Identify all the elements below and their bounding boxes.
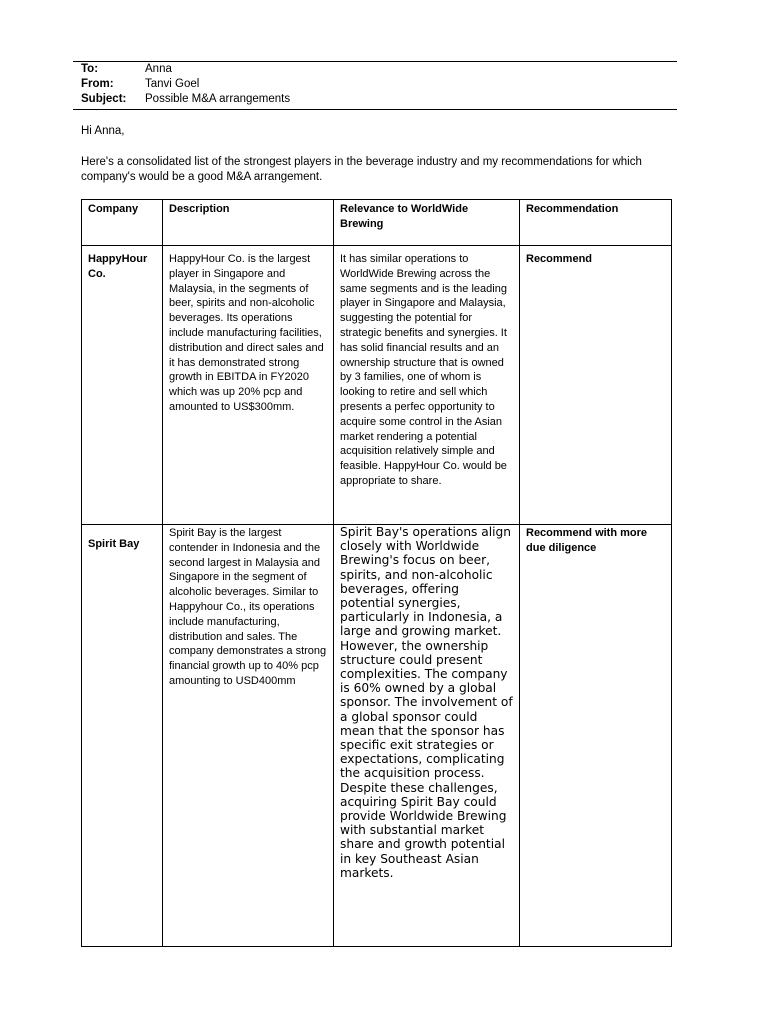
intro-paragraph: Here's a consolidated list of the strongest players in the beverage industry and my recommendations for which company's would be a good M&A arrangement. <box>81 156 642 183</box>
company-cell: Spirit Bay <box>82 525 163 947</box>
memo-subject-row <box>73 92 677 107</box>
description-cell: Spirit Bay is the largest contender in Indonesia and the second largest in Malaysia and Singapore in the segment of alcoholic beverages. Similar to Happyhour Co., its operations include manufacturing, distribution and sales. The company demonstrates a strong financial growth up to 40% pcp amounting to USD400mm <box>163 525 334 947</box>
relevance-cell: Spirit Bay's operations align closely with Worldwide Brewing's focus on beer, spirits, and non-alcoholic beverages, offering potential synergies, particularly in Indonesia, a large and growing market. However, the ownership structure could present complexities. The company is 60% owned by a global sponsor. The involvement of a global sponsor could mean that the sponsor has specific exit strategies or expectations, complicating the acquisition process. Despite these challenges, acquiring Spirit Bay could provide Worldwide Brewing with substantial market share and growth potential in key Southeast Asian markets. <box>334 525 520 947</box>
to-label: To: <box>81 63 99 75</box>
header-description: Description <box>163 200 334 246</box>
company-cell: HappyHour Co. <box>82 246 163 525</box>
recommendation-cell: Recommend <box>520 246 672 525</box>
table-header-row <box>82 200 672 246</box>
memo-from-row <box>73 77 677 92</box>
greeting: Hi Anna, <box>81 125 125 137</box>
memo-header <box>73 61 677 110</box>
description-cell: HappyHour Co. is the largest player in Singapore and Malaysia, in the segments of beer, spirits and non-alcoholic beverages. Its operations include manufacturing facilities, distribution and direct sales and it has demonstrated strong growth in EBITDA in FY2020 which was up 20% pcp and amounted to US$300mm. <box>163 246 334 525</box>
from-value: Tanvi Goel <box>145 78 200 90</box>
subject-value: Possible M&A arrangements <box>145 93 291 105</box>
header-relevance: Relevance to WorldWide Brewing <box>334 200 520 246</box>
relevance-cell: It has similar operations to WorldWide Brewing across the same segments and is the leading player in Singapore and Malaysia, suggesting the potential for strategic benefits and synergies. It has solid financial results and an ownership structure that is owned by 3 families, one of whom is looking to retire and sell which presents a perfec opportunity to acquire some control in the Asian market rendering a potential acquisition relatively simple and feasible. HappyHour Co. would be appropriate to share. <box>334 246 520 525</box>
recommendation-table <box>81 199 672 947</box>
recommendation-cell: Recommend with more due diligence <box>520 525 672 947</box>
subject-label: Subject: <box>81 93 127 105</box>
header-recommendation: Recommendation <box>520 200 672 246</box>
memo-to-row <box>73 62 677 77</box>
to-value: Anna <box>145 63 172 75</box>
table-row <box>82 246 672 525</box>
header-company: Company <box>82 200 163 246</box>
from-label: From: <box>81 78 114 90</box>
table-row <box>82 525 672 947</box>
